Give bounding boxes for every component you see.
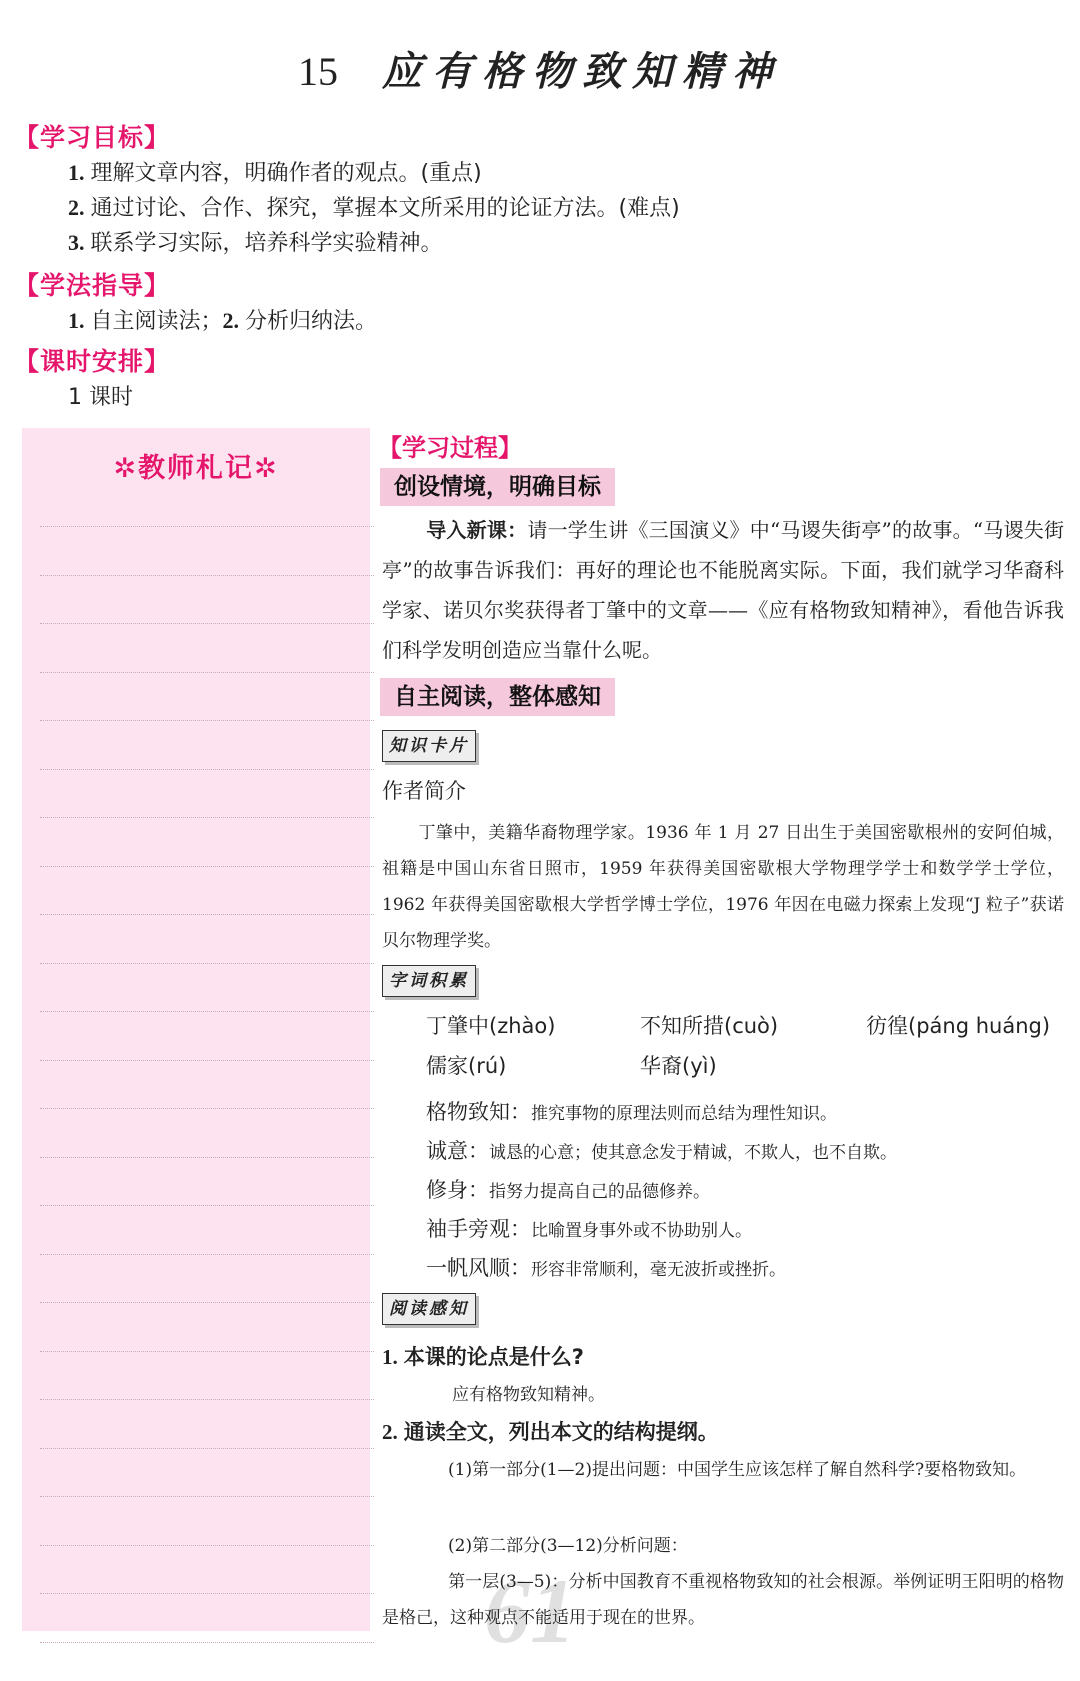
goals-heading: 【学习目标】 <box>14 123 171 152</box>
note-line <box>40 1157 374 1158</box>
method-heading: 【学法指导】 <box>14 271 171 300</box>
vocab-item: 不知所措(cuò) <box>640 1014 779 1038</box>
definition-line: 修身：指努力提高自己的品德修养。 <box>426 1178 710 1202</box>
method-items: 1. 自主阅读法；2. 分析归纳法。 <box>68 308 378 334</box>
lesson-number: 15 <box>298 49 338 94</box>
section-band-2: 自主阅读，整体感知 <box>380 678 615 716</box>
vocab-item: 儒家(rú) <box>426 1054 507 1078</box>
note-line <box>40 963 374 964</box>
answer-1: 应有格物致知精神。 <box>452 1385 605 1405</box>
note-line <box>40 1302 374 1303</box>
definition-line: 一帆风顺：形容非常顺利，毫无波折或挫折。 <box>426 1256 786 1280</box>
note-line <box>40 720 374 721</box>
reading-label: 阅读感知 <box>382 1293 476 1325</box>
definition-line: 袖手旁观：比喻置身事外或不协助别人。 <box>426 1217 752 1241</box>
page-number: 61 <box>484 1560 576 1662</box>
note-line <box>40 866 374 867</box>
note-line <box>40 769 374 770</box>
note-line <box>40 575 374 576</box>
definition-line: 诚意：诚恳的心意；使其意念发于精诚，不欺人，也不自欺。 <box>426 1139 897 1163</box>
lesson-name: 应有格物致知精神 <box>382 48 782 95</box>
author-intro-text: 丁肇中，美籍华裔物理学家。1936 年 1 月 27 日出生于美国密歇根州的安阿伯城，祖籍是中国山东省日照市，1959 年获得美国密歇根大学物理学学士和数学学士学位，1962 年获得美国密歇根大学哲学博士学位，1976 年因在电磁力探索上发现“J 粒子”获诺贝尔物理学奖。 <box>382 823 1064 951</box>
question-2: 2. 通读全文，列出本文的结构提纲。 <box>382 1420 719 1444</box>
note-line <box>40 1351 374 1352</box>
schedule-text: 1 课时 <box>68 385 133 410</box>
goal-item: 2. 通过讨论、合作、探究，掌握本文所采用的论证方法。(难点) <box>68 195 680 221</box>
vocab-item: 彷徨(páng huáng) <box>866 1014 1051 1038</box>
intro-paragraph: 导入新课：请一学生讲《三国演义》中“马谡失街亭”的故事。“马谡失街亭”的故事告诉我们：再好的理论也不能脱离实际。下面，我们就学习华裔科学家、诺贝尔奖获得者丁肇中的文章——《应有格物致知精神》，看他告诉我们科学发明创造应当靠什么呢。 <box>382 518 1065 662</box>
note-line <box>40 623 374 624</box>
note-line <box>40 1011 374 1012</box>
process-heading: 【学习过程】 <box>378 434 522 462</box>
note-line <box>40 1496 374 1497</box>
note-line <box>40 526 374 527</box>
goal-item: 1. 理解文章内容，明确作者的观点。(重点) <box>68 160 482 186</box>
answer-2-part-3: 第一层(3—5)：分析中国教育不重视格物致知的社会根源。举例证明王阳明的格物是格己，这种观点不能适用于现在的世界。 <box>382 1572 1064 1628</box>
question-1: 1. 本课的论点是什么? <box>382 1345 584 1369</box>
teacher-notes-title: ✲教师札记✲ <box>113 453 279 484</box>
note-line <box>40 1448 374 1449</box>
vocab-label: 字词积累 <box>382 965 476 997</box>
note-line <box>40 914 374 915</box>
answer-2-part-2: (2)第二部分(3—12)分析问题： <box>448 1536 688 1556</box>
author-intro-title: 作者简介 <box>382 779 466 803</box>
note-line <box>40 1399 374 1400</box>
definition-line: 格物致知：推究事物的原理法则而总结为理性知识。 <box>426 1100 837 1124</box>
vocab-item: 华裔(yì) <box>640 1054 717 1078</box>
answer-2-part-1: (1)第一部分(1—2)提出问题：中国学生应该怎样了解自然科学?要格物致知。 <box>448 1460 1027 1480</box>
teacher-notes-panel <box>22 428 370 1631</box>
lesson-title <box>0 40 1080 97</box>
note-line <box>40 817 374 818</box>
note-line <box>40 1642 374 1643</box>
note-line <box>40 1593 374 1594</box>
note-line <box>40 1060 374 1061</box>
section-band-1: 创设情境，明确目标 <box>380 468 615 506</box>
note-line <box>40 1545 374 1546</box>
note-line <box>40 1205 374 1206</box>
note-line <box>40 672 374 673</box>
schedule-heading: 【课时安排】 <box>14 347 171 376</box>
note-line <box>40 1108 374 1109</box>
note-line <box>40 1254 374 1255</box>
vocab-item: 丁肇中(zhào) <box>426 1014 556 1038</box>
goal-item: 3. 联系学习实际，培养科学实验精神。 <box>68 230 443 256</box>
knowledge-card-label: 知识卡片 <box>382 730 476 762</box>
